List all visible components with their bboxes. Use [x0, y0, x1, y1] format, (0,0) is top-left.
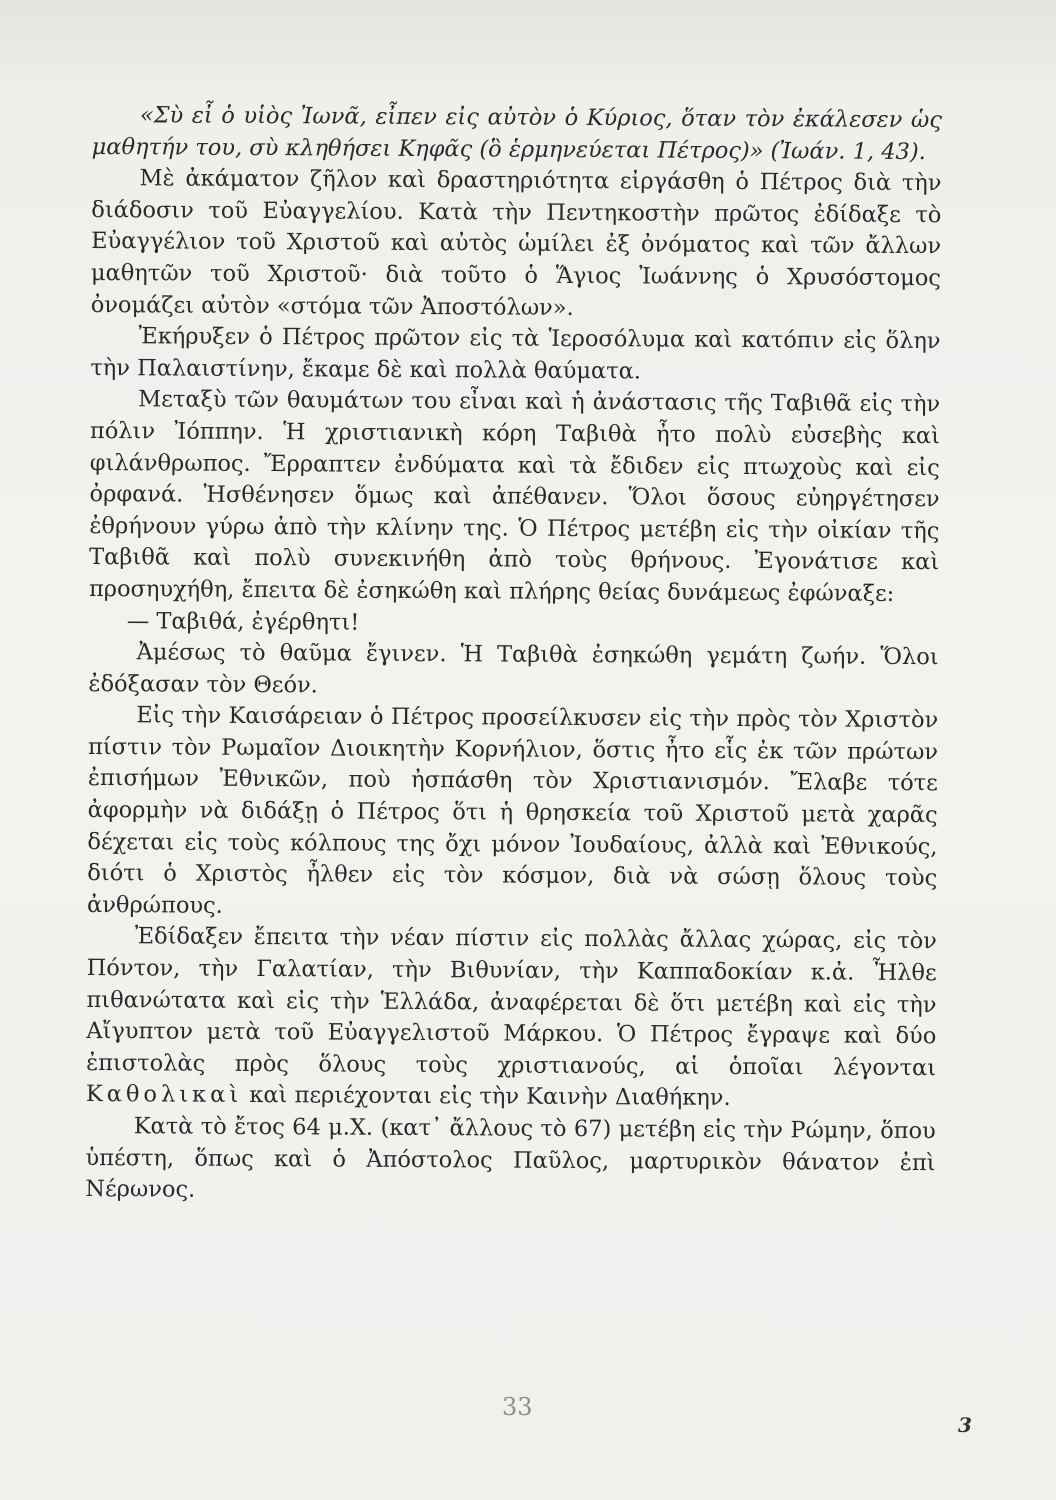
- signature-mark: 3: [958, 1413, 972, 1437]
- paragraph-3: Μεταξὺ τῶν θαυμάτων του εἶναι καὶ ἡ ἀνάστασις τῆς Ταβιθᾶ εἰς τὴν πόλιν Ἰόππην. Ἡ χριστιανικὴ κόρη Ταβιθὰ ἦτο πολὺ εὐσεβὴς καὶ φιλάνθρωπος. Ἔρραπτεν ἐνδύματα καὶ τὰ ἔδιδεν εἰς πτωχοὺς καὶ εἰς ὀρφανά. Ἠσθένησεν ὅμως καὶ ἀπέθανεν. Ὅλοι ὅσους εὐηργέτησεν ἐθρήνουν γύρω ἀπὸ τὴν κλίνην της. Ὁ Πέτρος μετέβη εἰς τὴν οἰκίαν τῆς Ταβιθᾶ καὶ πολὺ συνεκινήθη ἀπὸ τοὺς θρήνους. Ἐγονάτισε καὶ προσηυχήθη, ἔπειτα δὲ ἐσηκώθη καὶ πλήρης θείας δυνάμεως ἐφώναξε:: [88, 386, 941, 607]
- paragraph-6: Εἰς τὴν Καισάρειαν ὁ Πέτρος προσείλκυσεν εἰς τὴν πρὸς τὸν Χριστὸν πίστιν τὸν Ρωμαῖον Διοικητὴν Κορνήλιον, ὅστις ἦτο εἷς ἐκ τῶν πρώτων ἐπισήμων Ἐθνικῶν, ποὺ ἠσπάσθη τὸν Χριστιανισμόν. Ἔλαβε τότε ἀφορμὴν νὰ διδάξῃ ὁ Πέτρος ὅτι ἡ θρησκεία τοῦ Χριστοῦ μετὰ χαρᾶς δέχεται εἰς τοὺς κόλπους της ὄχι μόνον Ἰουδαίους, ἀλλὰ καὶ Ἐθνικούς, διότι ὁ Χριστὸς ἦλθεν εἰς τὸν κόσμον, διὰ νὰ σώσῃ ὅλους τοὺς ἀνθρώπους.: [87, 702, 939, 919]
- body-text: [85, 100, 942, 1211]
- bleed-through-shadow: [0, 0, 1056, 95]
- paragraph-7: [86, 921, 937, 1116]
- page-number: 33: [502, 1393, 533, 1421]
- paragraph-7-end: καὶ περιέχονται εἰς τὴν Καινὴν Διαθήκην.: [249, 1082, 731, 1112]
- paragraph-8: Κατὰ τὸ ἔτος 64 μ.Χ. (κατ᾿ ἄλλους τὸ 67) μετέβη εἰς τὴν Ρώμην, ὅπου ὑπέστη, ὅπως καὶ ὁ Ἀπόστολος Παῦλος, μαρτυρικὸν θάνατον ἐπὶ Νέρωνος.: [85, 1113, 936, 1203]
- paragraph-5: Ἀμέσως τὸ θαῦμα ἔγινεν. Ἡ Ταβιθὰ ἐσηκώθη γεμάτη ζωήν. Ὅλοι ἐδόξασαν τὸν Θεόν.: [88, 639, 939, 699]
- exclamation-line: — Ταβιθά, ἐγέρθητι!: [126, 607, 360, 636]
- paragraph-7-start: Ἐδίδαξεν ἔπειτα τὴν νέαν πίστιν εἰς πολλὰς ἄλλας χώρας, εἰς τὸν Πόντον, τὴν Γαλατίαν, τὴν Βιθυνίαν, τὴν Καππαδοκίαν κ.ἀ. Ἦλθε πιθανώτατα καὶ εἰς τὴν Ἑλλάδα, ἀναφέρεται δὲ ὅτι μετέβη καὶ εἰς τὴν Αἴγυπτον μετὰ τοῦ Εὐαγγελιστοῦ Μάρκου. Ὁ Πέτρος ἔγραψε καὶ δύο ἐπιστολὰς πρὸς ὅλους τοὺς χριστιανούς, αἱ ὁποῖαι λέγονται: [86, 923, 937, 1081]
- catholic-epistles-term: Καθολικαὶ: [85, 1081, 243, 1109]
- opening-quote: «Σὺ εἶ ὁ υἱὸς Ἰωνᾶ, εἶπεν εἰς αὐτὸν ὁ Κύριος, ὅταν τὸν ἐκάλεσεν ὡς μαθητήν του, σὺ κληθήσει Κηφᾶς (ὃ ἑρμηνεύεται Πέτρος)» (Ἰωάν. 1, 43).: [91, 102, 942, 165]
- paragraph-2: Ἐκήρυξεν ὁ Πέτρος πρῶτον εἰς τὰ Ἱεροσόλυμα καὶ κατόπιν εἰς ὅλην τὴν Παλαιστίνην, ἔκαμε δὲ καὶ πολλὰ θαύματα.: [90, 323, 941, 385]
- paragraph-1: Μὲ ἀκάματον ζῆλον καὶ δραστηριότητα εἰργάσθη ὁ Πέτρος διὰ τὴν διάδοσιν τοῦ Εὐαγγελίου. Κατὰ τὴν Πεντηκοστὴν πρῶτος ἐδίδαξε τὸ Εὐαγγέλιον τοῦ Χριστοῦ καὶ αὐτὸς ὡμίλει ἐξ ὀνόματος καὶ τῶν ἄλλων μαθητῶν τοῦ Χριστοῦ· διὰ τοῦτο ὁ Ἅγιος Ἰωάννης ὁ Χρυσόστομος ὀνομάζει αὐτὸν «στόμα τῶν Ἀποστόλων».: [90, 165, 942, 321]
